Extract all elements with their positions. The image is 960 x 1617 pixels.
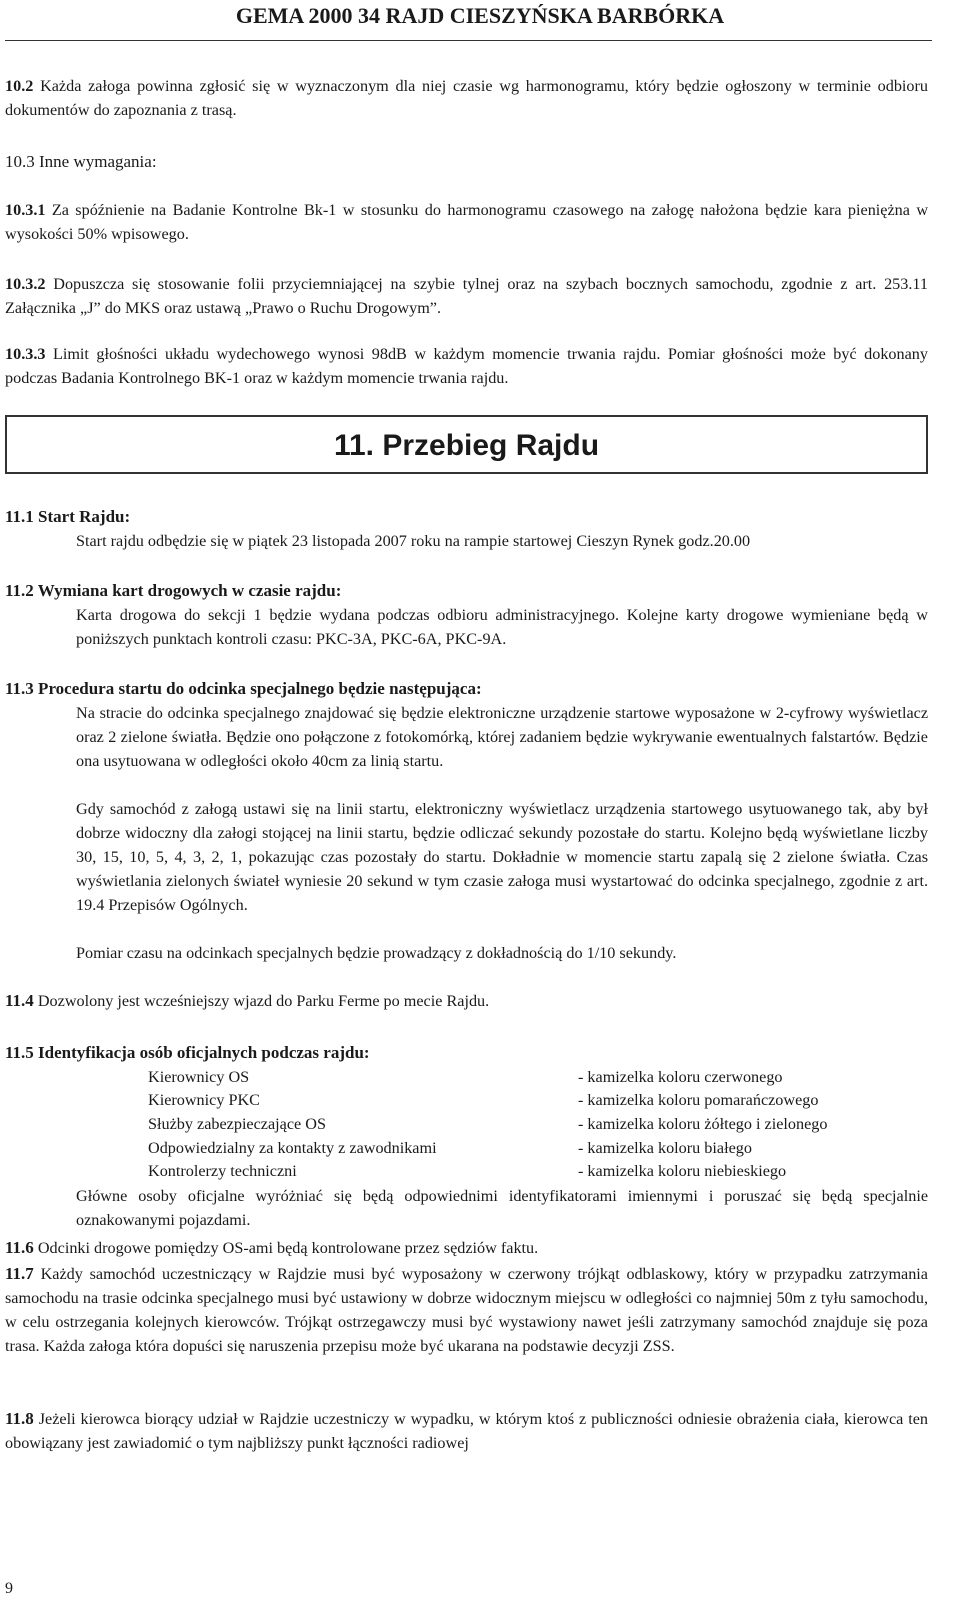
role-vest: - kamizelka koloru białego <box>578 1139 752 1157</box>
section-11-box <box>5 415 928 474</box>
paragraph-text: Każdy samochód uczestniczący w Rajdzie musi być wyposażony w czerwony trójkąt odblaskowy, który w przypadku zatrzymania samochodu na trasie odcinka specjalnego musi być ustawiony w dobrze widocznym miejscu w odległości co najmniej 50m z tyłu samochodu, w celu ostrzegania kolejnych kierowców. Trójkąt ostrzegawczy musi być wystawiony nawet jeśli zatrzymany samochód znajduje się poza trasa. Każda załoga która dopuści się naruszenia przepisu może być ukarana na podstawie decyzji ZSS. <box>5 1265 928 1355</box>
role-vest: - kamizelka koloru czerwonego <box>578 1068 783 1086</box>
paragraph-11-3-a: Na stracie do odcinka specjalnego znajdować się będzie elektroniczne urządzenie startowe wyposażone w 2-cyfrowy wyświetlacz oraz 2 zielone światła. Będzie ono połączone z fotokomórką, której zadaniem będzie wykrywanie ewentualnych falstartów. Będzie ona usytuowana w odległości około 40cm za linią startu. <box>76 704 928 770</box>
section-number: 11.4 <box>5 991 34 1010</box>
role-vest: - kamizelka koloru pomarańczowego <box>578 1091 819 1109</box>
heading-11-1: 11.1 Start Rajdu: <box>5 507 131 526</box>
section-number: 11.6 <box>5 1238 34 1257</box>
paragraph-11-3-c: Pomiar czasu na odcinkach specjalnych będzie prowadzący z dokładnością do 1/10 sekundy. <box>76 944 677 962</box>
heading-11-3: 11.3 Procedura startu do odcinka specjalnego będzie następująca: <box>5 679 482 698</box>
section-number: 11.7 <box>5 1264 34 1283</box>
paragraph-text: Jeżeli kierowca biorący udział w Rajdzie uczestniczy w wypadku, w którym ktoś z publiczności odniesie obrażenia ciała, kierowca ten obowiązany jest zawiadomić o tym najbliższy punkt łączności radiowej <box>5 1410 929 1452</box>
section-number: 10.3.3 <box>5 345 46 363</box>
paragraph-11-2: Karta drogowa do sekcji 1 będzie wydana podczas odbioru administracyjnego. Kolejne karty drogowe wymieniane będą w poniższych punktach kontroli czasu: PKC-3A, PKC-6A, PKC-9A. <box>76 606 928 648</box>
paragraph-11-6 <box>5 1236 928 1260</box>
paragraph-11-5-note: Główne osoby oficjalne wyróżniać się będą odpowiednimi identyfikatorami imiennymi i poruszać się będą specjalnie oznakowanymi pojazdami. <box>76 1187 928 1229</box>
section-title: 11. Przebieg Rajdu <box>333 429 600 462</box>
paragraph-text: Dozwolony jest wcześniejszy wjazd do Parku Ferme po mecie Rajdu. <box>37 992 490 1010</box>
paragraph-10-3-1 <box>5 198 928 246</box>
heading-10-3: 10.3 Inne wymagania: <box>5 152 157 171</box>
paragraph-10-3-3 <box>5 342 928 390</box>
paragraph-text: Limit głośności układu wydechowego wynosi 98dB w każdym momencie trwania rajdu. Pomiar głośności może być dokonany podczas Badania Kontrolnego BK-1 oraz w każdym momencie trwania rajdu. <box>5 345 928 387</box>
role-name: Kierownicy PKC <box>148 1091 260 1109</box>
paragraph-11-7 <box>5 1262 928 1358</box>
role-name: Odpowiedzialny za kontakty z zawodnikami <box>148 1139 437 1157</box>
heading-11-5: 11.5 Identyfikacja osób oficjalnych podczas rajdu: <box>5 1043 370 1062</box>
role-vest: - kamizelka koloru żółtego i zielonego <box>578 1115 828 1133</box>
paragraph-11-8 <box>5 1407 928 1455</box>
paragraph-11-1: Start rajdu odbędzie się w piątek 23 listopada 2007 roku na rampie startowej Cieszyn Rynek godz.20.00 <box>76 532 751 550</box>
section-number: 10.2 <box>5 77 34 95</box>
running-header: GEMA 2000 34 RAJD CIESZYŃSKA BARBÓRKA <box>235 3 725 28</box>
paragraph-text: Odcinki drogowe pomiędzy OS-ami będą kontrolowane przez sędziów faktu. <box>37 1239 539 1257</box>
paragraph-text: Każda załoga powinna zgłosić się w wyznaczonym dla niej czasie wg harmonogramu, który będzie ogłoszony w terminie odbioru dokumentów do zapoznania z trasą. <box>5 77 928 119</box>
paragraph-11-4 <box>5 989 928 1013</box>
page-number: 9 <box>5 1580 13 1597</box>
paragraph-text: Dopuszcza się stosowanie folii przyciemniającej na szybie tylnej oraz na szybach bocznych samochodu, zgodnie z art. 253.11 Załącznika „J” do MKS oraz ustawą „Prawo o Ruchu Drogowym”. <box>5 275 929 317</box>
paragraph-10-2 <box>5 74 928 122</box>
paragraph-10-3-2 <box>5 272 928 320</box>
role-name: Kontrolerzy techniczni <box>148 1162 297 1180</box>
role-name: Kierownicy OS <box>148 1068 250 1086</box>
role-vest: - kamizelka koloru niebieskiego <box>578 1162 787 1180</box>
section-number: 10.3.2 <box>5 275 46 293</box>
section-number: 10.3.1 <box>5 201 46 219</box>
role-name: Służby zabezpieczające OS <box>148 1115 326 1133</box>
section-number: 11.8 <box>5 1409 34 1428</box>
header-rule <box>5 40 932 41</box>
paragraph-text: Za spóźnienie na Badanie Kontrolne Bk-1 w stosunku do harmonogramu czasowego na załogę nałożona będzie kara pieniężna w wysokości 50% wpisowego. <box>5 201 929 243</box>
paragraph-11-3-b: Gdy samochód z załogą ustawi się na linii startu, elektroniczny wyświetlacz urządzenia startowego usytuowanego tak, aby był dobrze widoczny dla załogi stojącej na linii startu, będzie odliczać sekundy pozostałe do startu. Kolejno będą wyświetlane liczby 30, 15, 10, 5, 4, 3, 2, 1, pokazując czas pozostały do startu. Dokładnie w momencie startu zapalą się 2 zielone światła. Czas wyświetlania zielonych świateł wyniesie 20 sekund w tym czasie załoga musi wystartować do odcinka specjalnego, zgodnie z art. 19.4 Przepisów Ogólnych. <box>76 800 928 914</box>
heading-11-2: 11.2 Wymiana kart drogowych w czasie rajdu: <box>5 581 342 600</box>
